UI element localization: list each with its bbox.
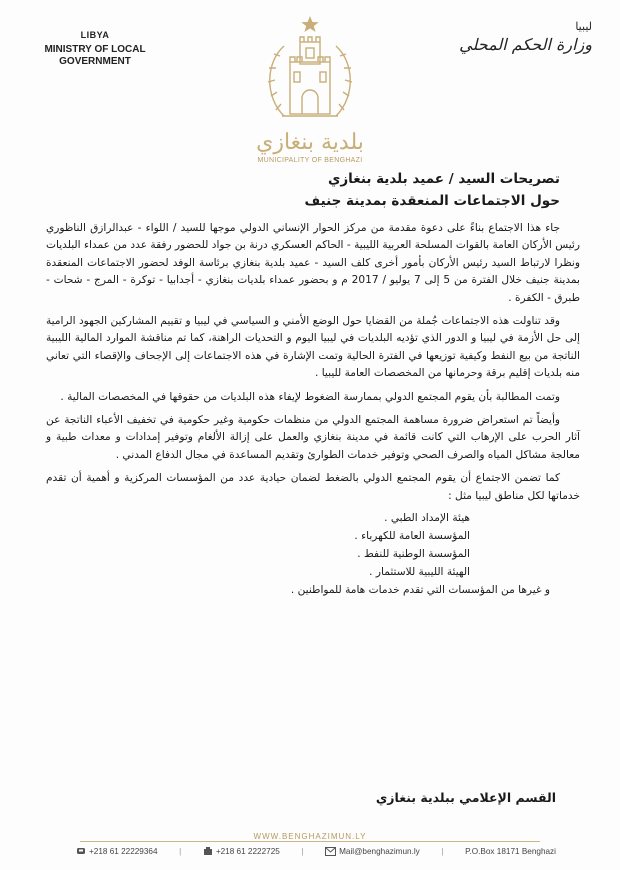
paragraph-5: كما تضمن الاجتماع أن يقوم المجتمع الدولي بالضغط لضمان حيادية عدد من المؤسسات المركزية و أهمية أن تقدم خدماتها لكل مناطق ليبيا مثل :: [46, 472, 580, 502]
list-item: و غيرها من المؤسسات التي تقدم خدمات هامة للمواطنين .: [290, 584, 550, 597]
letter-body: [46, 220, 580, 599]
municipality-ar: بلدية بنغازي: [256, 130, 364, 155]
header-right: [442, 20, 592, 54]
footer-website[interactable]: WWW.BENGHAZIMUN.LY: [253, 832, 367, 841]
statement-title: [60, 168, 560, 212]
footer-email[interactable]: Mail@benghazimun.ly: [325, 847, 420, 856]
list-item: المؤسسة العامة للكهرباء .: [354, 530, 470, 543]
list-item: المؤسسة الوطنية للنفط .: [357, 548, 470, 561]
fax-icon: [203, 846, 213, 856]
paragraph-2: وقد تناولت هذه الاجتماعات جُملة من القضايا حول الوضع الأمني و السياسي في ليبيا و تقييم المشاركين الجهود الرامية إلى حل الأزمة في ليبيا و الدور الذي تؤديه البلديات في ليبيا اليوم و التحديات الراهنة، كما تم مناقشة الموارد المالية الليبية الناتجة من بيع النفط وكيفية توزيعها في الفترة الحالية وتمت الإشارة في هذه الاجتماعات إلى الإجحاف والإقصاء التي تعاني منه بلديات إقليم برقة وحرمانها من المخصصات العامة لليبيا .: [46, 315, 580, 380]
title-line-2: حول الاجتماعات المنعقدة بمدينة جنيف: [304, 193, 560, 209]
footer-fax: +218 61 2222725: [203, 846, 280, 856]
paragraph-1: جاء هذا الاجتماع بناءً على دعوة مقدمة من مركز الحوار الإنساني الدولي موجها للسيد / اللواء - عبدالرازق الناظوري رئيس الأركان العامة بالقوات المسلحة العربية الليبية - الحاكم العسكري درنة بن جواد للحضور رفقة عدد من عمداء البلديات ونظرا لارتباط السيد رئيس الأركان بأمور أخرى كلف السيد - عميد بلدية بنغازي برئاسة الوفد لحضور الاجتماعات المنعقدة بمدينة جنيف خلال الفترة من 5 إلى 7 يوليو / 2017 م و بحضور عمداء بلديات بنغازي - أجدابيا - توكرة - المرج - شحات - طبرق - الكفرة .: [46, 222, 580, 304]
list-item: هيئة الإمداد الطبي .: [384, 512, 470, 525]
ministry-ar: وزارة الحكم المحلي: [459, 35, 592, 54]
country-ar: ليبيا: [575, 20, 592, 33]
mail-icon: [325, 847, 336, 856]
paragraph-4: وأيضاً تم استعراض ضرورة مساهمة المجتمع الدولي من منظمات حكومية وغير حكومية في تخفيف الأعباء الناتجة عن آثار الحرب على الإرهاب التي كانت قائمة في مدينة بنغازي والعمل على إزالة الألغام وتوفير إمدادات و معدات طبية و معالجة مشاكل المياه والصرف الصحي وتوفير خدمات الطوارئ وتقديم المساعدة في مجال الدفاع المدني .: [46, 414, 580, 461]
footer-contacts: +218 61 22229364 | +218 61 2222725 | Mail@benghazimun.ly | P.O.Box 18171 Benghazi: [76, 846, 556, 856]
phone-icon: [76, 846, 86, 856]
institutions-list: [46, 509, 580, 599]
paragraph-3: وتمت المطالبة بأن يقوم المجتمع الدولي بممارسة الضغوط لإيفاء هذه البلديات من حقوقها في المخصصات المالية .: [60, 390, 560, 403]
list-item: الهيئة الليبية للاستثمار .: [369, 566, 470, 579]
ministry-en: MINISTRY OF LOCAL GOVERNMENT: [44, 44, 146, 67]
header-left: [30, 30, 160, 68]
country-en: LIBYA: [80, 30, 110, 40]
title-line-1: تصريحات السيد / عميد بلدية بنغازي: [327, 171, 560, 187]
castle-emblem-icon: [240, 12, 380, 132]
footer-divider: [80, 841, 540, 842]
footer-pobox: P.O.Box 18171 Benghazi: [465, 846, 556, 856]
footer-phone: +218 61 22229364: [76, 846, 158, 856]
municipality-en: MUNICIPALITY OF BENGHAZI: [257, 157, 363, 164]
signature: القسم الإعلامي ببلدية بنغازي: [375, 790, 556, 805]
municipality-emblem: [240, 12, 380, 162]
